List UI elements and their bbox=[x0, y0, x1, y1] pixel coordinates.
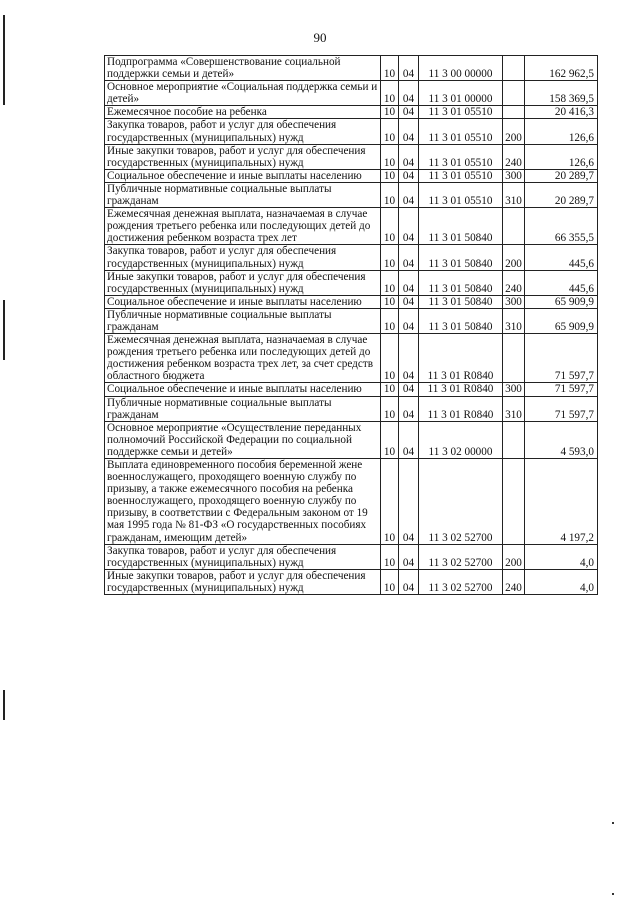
target-article-code: 11 3 01 50840 bbox=[419, 295, 503, 308]
amount: 71 597,7 bbox=[525, 334, 598, 383]
row-name: Ежемесячная денежная выплата, назначаемая в случае рождения третьего ребенка или последующих детей до достижения ребенком возраста трех лет, за счет средств областного бюджета bbox=[105, 334, 381, 383]
target-article-code: 11 3 02 52700 bbox=[419, 544, 503, 569]
table-row bbox=[105, 270, 598, 295]
section-code: 10 bbox=[381, 544, 399, 569]
section-code: 10 bbox=[381, 106, 399, 119]
expense-type-code: 240 bbox=[503, 569, 525, 594]
subsection-code: 04 bbox=[399, 421, 419, 458]
target-article-code: 11 3 01 05510 bbox=[419, 119, 503, 144]
table-row bbox=[105, 119, 598, 144]
row-name: Закупка товаров, работ и услуг для обеспечения государственных (муниципальных) нужд bbox=[105, 245, 381, 270]
target-article-code: 11 3 01 05510 bbox=[419, 106, 503, 119]
target-article-code: 11 3 01 50840 bbox=[419, 245, 503, 270]
subsection-code: 04 bbox=[399, 169, 419, 182]
subsection-code: 04 bbox=[399, 144, 419, 169]
section-code: 10 bbox=[381, 169, 399, 182]
expense-type-code: 200 bbox=[503, 119, 525, 144]
row-name: Социальное обеспечение и иные выплаты населению bbox=[105, 383, 381, 396]
subsection-code: 04 bbox=[399, 81, 419, 106]
table-row bbox=[105, 144, 598, 169]
subsection-code: 04 bbox=[399, 459, 419, 545]
section-code: 10 bbox=[381, 182, 399, 207]
subsection-code: 04 bbox=[399, 569, 419, 594]
binding-mark bbox=[3, 690, 5, 720]
amount: 445,6 bbox=[525, 245, 598, 270]
table-row bbox=[105, 421, 598, 458]
expense-type-code: 300 bbox=[503, 383, 525, 396]
target-article-code: 11 3 01 R0840 bbox=[419, 396, 503, 421]
target-article-code: 11 3 01 R0840 bbox=[419, 334, 503, 383]
subsection-code: 04 bbox=[399, 270, 419, 295]
amount: 66 355,5 bbox=[525, 208, 598, 245]
subsection-code: 04 bbox=[399, 56, 419, 81]
subsection-code: 04 bbox=[399, 383, 419, 396]
scan-dot bbox=[612, 822, 614, 824]
budget-table-body bbox=[105, 56, 598, 595]
expense-type-code bbox=[503, 106, 525, 119]
binding-mark bbox=[3, 300, 5, 360]
amount: 4 593,0 bbox=[525, 421, 598, 458]
binding-edge bbox=[0, 0, 8, 905]
table-row bbox=[105, 308, 598, 333]
expense-type-code bbox=[503, 81, 525, 106]
table-row bbox=[105, 334, 598, 383]
amount: 65 909,9 bbox=[525, 308, 598, 333]
table-row bbox=[105, 56, 598, 81]
amount: 71 597,7 bbox=[525, 383, 598, 396]
page-number: 90 bbox=[313, 30, 327, 45]
section-code: 10 bbox=[381, 245, 399, 270]
section-code: 10 bbox=[381, 396, 399, 421]
row-name: Закупка товаров, работ и услуг для обеспечения государственных (муниципальных) нужд bbox=[105, 119, 381, 144]
table-row bbox=[105, 396, 598, 421]
row-name: Публичные нормативные социальные выплаты гражданам bbox=[105, 182, 381, 207]
target-article-code: 11 3 01 50840 bbox=[419, 270, 503, 295]
row-name: Выплата единовременного пособия беременной жене военнослужащего, проходящего военную службу по призыву, а также ежемесячного пособия на ребенка военнослужащего, проходящего военную службу по призыву, в соответствии с Федеральным законом от 19 мая 1995 года № 81-ФЗ «О государственных пособиях гражданам, имеющим детей» bbox=[105, 459, 381, 545]
row-name: Публичные нормативные социальные выплаты гражданам bbox=[105, 396, 381, 421]
amount: 4 197,2 bbox=[525, 459, 598, 545]
amount: 4,0 bbox=[525, 569, 598, 594]
table-row bbox=[105, 569, 598, 594]
row-name: Иные закупки товаров, работ и услуг для обеспечения государственных (муниципальных) нужд bbox=[105, 144, 381, 169]
table-row bbox=[105, 295, 598, 308]
subsection-code: 04 bbox=[399, 245, 419, 270]
expense-type-code bbox=[503, 208, 525, 245]
target-article-code: 11 3 01 R0840 bbox=[419, 383, 503, 396]
subsection-code: 04 bbox=[399, 295, 419, 308]
expense-type-code bbox=[503, 459, 525, 545]
row-name: Иные закупки товаров, работ и услуг для обеспечения государственных (муниципальных) нужд bbox=[105, 270, 381, 295]
amount: 20 289,7 bbox=[525, 169, 598, 182]
section-code: 10 bbox=[381, 56, 399, 81]
subsection-code: 04 bbox=[399, 208, 419, 245]
section-code: 10 bbox=[381, 383, 399, 396]
expense-type-code: 200 bbox=[503, 245, 525, 270]
subsection-code: 04 bbox=[399, 106, 419, 119]
section-code: 10 bbox=[381, 208, 399, 245]
table-row bbox=[105, 208, 598, 245]
subsection-code: 04 bbox=[399, 119, 419, 144]
target-article-code: 11 3 01 05510 bbox=[419, 169, 503, 182]
row-name: Публичные нормативные социальные выплаты гражданам bbox=[105, 308, 381, 333]
expense-type-code: 310 bbox=[503, 182, 525, 207]
target-article-code: 11 3 01 05510 bbox=[419, 182, 503, 207]
expense-type-code bbox=[503, 421, 525, 458]
section-code: 10 bbox=[381, 334, 399, 383]
table-row bbox=[105, 459, 598, 545]
binding-mark bbox=[3, 15, 5, 105]
amount: 445,6 bbox=[525, 270, 598, 295]
row-name: Основное мероприятие «Осуществление переданных полномочий Российской Федерации по социальной поддержке семьи и детей» bbox=[105, 421, 381, 458]
row-name: Ежемесячное пособие на ребенка bbox=[105, 106, 381, 119]
amount: 20 289,7 bbox=[525, 182, 598, 207]
row-name: Ежемесячная денежная выплата, назначаемая в случае рождения третьего ребенка или последующих детей до достижения ребенком возраста трех лет bbox=[105, 208, 381, 245]
subsection-code: 04 bbox=[399, 544, 419, 569]
target-article-code: 11 3 01 50840 bbox=[419, 308, 503, 333]
expense-type-code: 200 bbox=[503, 544, 525, 569]
amount: 20 416,3 bbox=[525, 106, 598, 119]
subsection-code: 04 bbox=[399, 334, 419, 383]
row-name: Иные закупки товаров, работ и услуг для обеспечения государственных (муниципальных) нужд bbox=[105, 569, 381, 594]
amount: 65 909,9 bbox=[525, 295, 598, 308]
target-article-code: 11 3 01 00000 bbox=[419, 81, 503, 106]
row-name: Социальное обеспечение и иные выплаты населению bbox=[105, 295, 381, 308]
amount: 4,0 bbox=[525, 544, 598, 569]
target-article-code: 11 3 02 00000 bbox=[419, 421, 503, 458]
amount: 162 962,5 bbox=[525, 56, 598, 81]
budget-table bbox=[104, 55, 598, 595]
amount: 71 597,7 bbox=[525, 396, 598, 421]
table-row bbox=[105, 245, 598, 270]
table-row bbox=[105, 383, 598, 396]
table-row bbox=[105, 169, 598, 182]
subsection-code: 04 bbox=[399, 308, 419, 333]
table-row bbox=[105, 81, 598, 106]
section-code: 10 bbox=[381, 81, 399, 106]
row-name: Закупка товаров, работ и услуг для обеспечения государственных (муниципальных) нужд bbox=[105, 544, 381, 569]
amount: 126,6 bbox=[525, 119, 598, 144]
target-article-code: 11 3 02 52700 bbox=[419, 569, 503, 594]
scan-dot bbox=[612, 893, 614, 895]
amount: 158 369,5 bbox=[525, 81, 598, 106]
expense-type-code: 300 bbox=[503, 295, 525, 308]
expense-type-code: 240 bbox=[503, 270, 525, 295]
row-name: Основное мероприятие «Социальная поддержка семьи и детей» bbox=[105, 81, 381, 106]
section-code: 10 bbox=[381, 569, 399, 594]
subsection-code: 04 bbox=[399, 182, 419, 207]
table-row bbox=[105, 544, 598, 569]
table-row bbox=[105, 182, 598, 207]
target-article-code: 11 3 01 05510 bbox=[419, 144, 503, 169]
expense-type-code: 310 bbox=[503, 308, 525, 333]
amount: 126,6 bbox=[525, 144, 598, 169]
expense-type-code: 300 bbox=[503, 169, 525, 182]
row-name: Социальное обеспечение и иные выплаты населению bbox=[105, 169, 381, 182]
section-code: 10 bbox=[381, 119, 399, 144]
expense-type-code bbox=[503, 56, 525, 81]
target-article-code: 11 3 02 52700 bbox=[419, 459, 503, 545]
target-article-code: 11 3 00 00000 bbox=[419, 56, 503, 81]
expense-type-code: 310 bbox=[503, 396, 525, 421]
section-code: 10 bbox=[381, 295, 399, 308]
section-code: 10 bbox=[381, 144, 399, 169]
section-code: 10 bbox=[381, 459, 399, 545]
section-code: 10 bbox=[381, 270, 399, 295]
section-code: 10 bbox=[381, 308, 399, 333]
expense-type-code bbox=[503, 334, 525, 383]
table-row bbox=[105, 106, 598, 119]
target-article-code: 11 3 01 50840 bbox=[419, 208, 503, 245]
expense-type-code: 240 bbox=[503, 144, 525, 169]
row-name: Подпрограмма «Совершенствование социальной поддержки семьи и детей» bbox=[105, 56, 381, 81]
section-code: 10 bbox=[381, 421, 399, 458]
subsection-code: 04 bbox=[399, 396, 419, 421]
